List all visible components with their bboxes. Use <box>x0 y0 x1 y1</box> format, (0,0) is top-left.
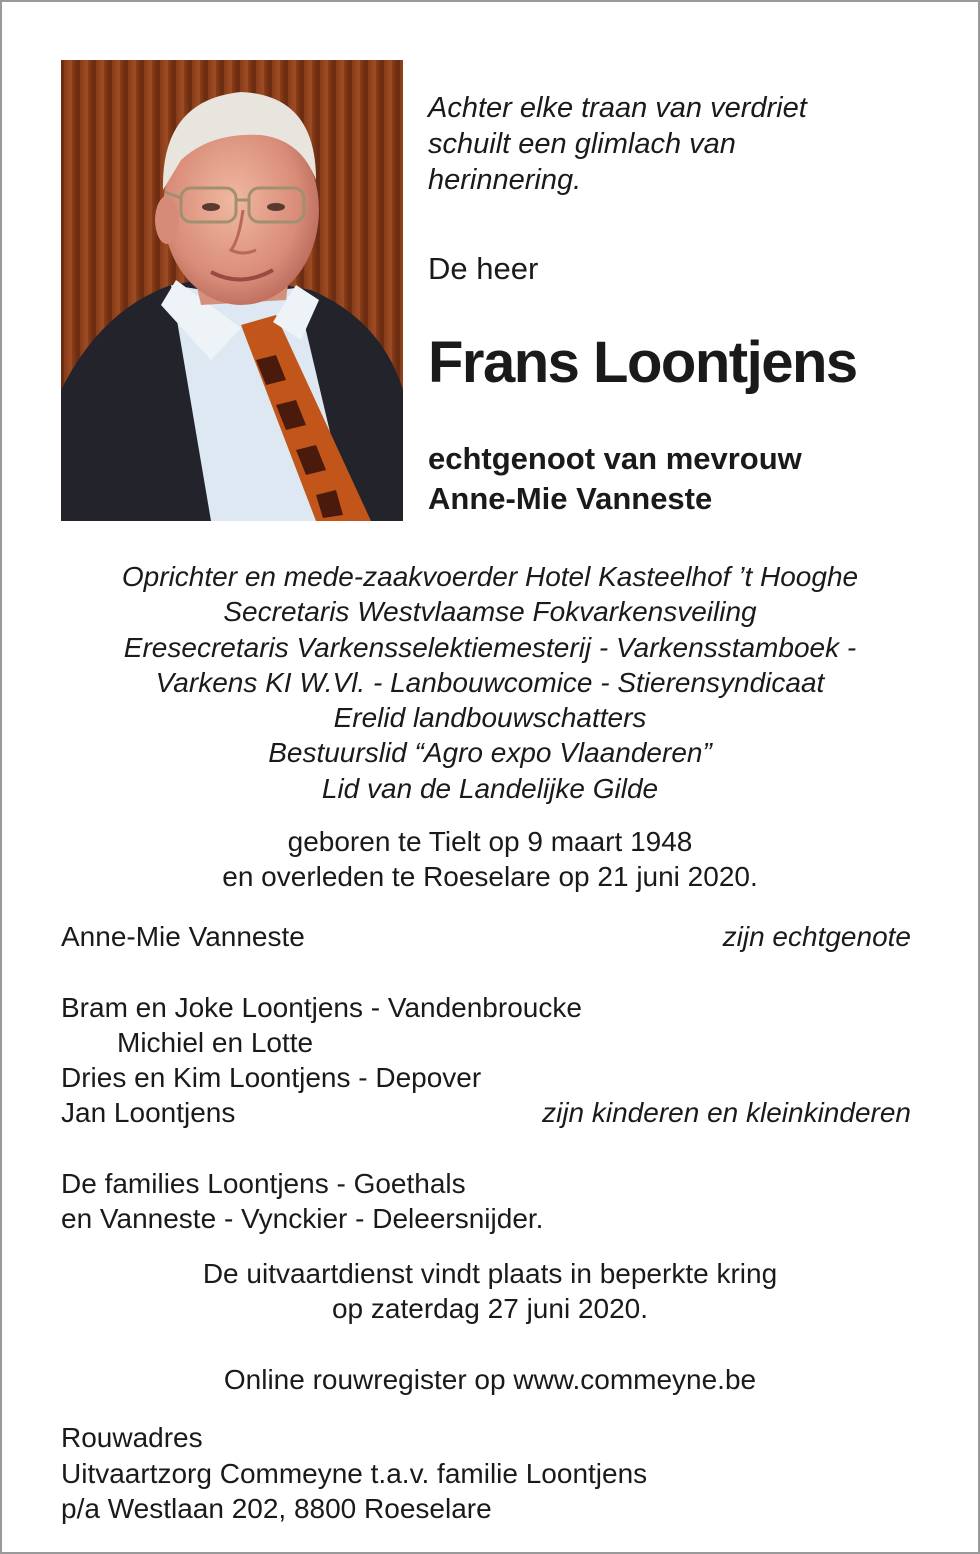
function-line: Secretaris Westvlaamse Fokvarkensveiling <box>223 596 757 628</box>
quote-line: Achter elke traan van verdriet <box>428 92 807 124</box>
function-line: Lid van de Landelijke Gilde <box>321 772 659 804</box>
family-families-line: De families Loontjens - Goethals <box>61 1168 466 1199</box>
address-line: p/a Westlaan 202, 8800 Roeselare <box>61 1493 492 1524</box>
family-families-line: en Vanneste - Vynckier - Deleersnijder. <box>61 1203 544 1234</box>
function-line: Erelid landbouwschatters <box>333 702 647 734</box>
service-date: op zaterdag 27 juni 2020. <box>331 1293 649 1324</box>
memorial-quote <box>428 90 948 198</box>
family-spouse-name: Anne-Mie Vanneste <box>61 921 305 952</box>
family-spouse-row <box>61 919 911 954</box>
family-child-row <box>61 1095 911 1130</box>
family-grandchild-row <box>61 1025 911 1060</box>
quote-line: schuilt een glimlach van <box>428 128 736 160</box>
address-line: Uitvaartzorg Commeyne t.a.v. familie Loontjens <box>61 1457 648 1489</box>
family-child: Dries en Kim Loontjens - Depover <box>61 1062 482 1093</box>
spouse-line: echtgenoot van mevrouw <box>428 441 802 476</box>
deceased-name: Frans Loontjens <box>428 330 857 395</box>
quote-line: herinnering. <box>428 164 582 196</box>
portrait-photo <box>61 60 403 521</box>
spouse-reference <box>428 439 802 519</box>
birth-line: geboren te Tielt op 9 maart 1948 <box>287 826 693 857</box>
family-child-row <box>61 1060 911 1095</box>
family-spouse-role: zijn echtgenote <box>722 921 911 952</box>
online-register: Online rouwregister op www.commeyne.be <box>223 1364 757 1395</box>
functions-list <box>2 559 978 806</box>
family-families-row <box>61 1201 911 1236</box>
function-line: Eresecretaris Varkensselektiemesterij - Varkensstamboek - <box>123 631 857 663</box>
service-line: De uitvaartdienst vindt plaats in beperkte kring <box>202 1258 778 1289</box>
function-line: Varkens KI W.Vl. - Lanbouwcomice - Stierensyndicaat <box>155 666 825 698</box>
family-child: Jan Loontjens <box>61 1097 236 1128</box>
address-label: Rouwadres <box>61 1422 203 1453</box>
function-line: Oprichter en mede-zaakvoerder Hotel Kasteelhof ’t Hooghe <box>121 561 859 592</box>
death-line: en overleden te Roeselare op 21 juni 2020. <box>222 861 758 892</box>
life-dates <box>2 824 978 894</box>
salutation: De heer <box>428 251 539 286</box>
mourning-address <box>61 1420 647 1527</box>
funeral-service <box>2 1256 978 1326</box>
family-child: Bram en Joke Loontjens - Vandenbroucke <box>61 992 582 1023</box>
family-children-role: zijn kinderen en kleinkinderen <box>542 1097 911 1128</box>
family-child-row <box>61 990 911 1025</box>
family-grandchildren: Michiel en Lotte <box>117 1027 314 1058</box>
function-line: Bestuurslid “Agro expo Vlaanderen” <box>268 737 712 769</box>
family-families-row <box>61 1166 911 1201</box>
spouse-name: Anne-Mie Vanneste <box>428 481 713 516</box>
